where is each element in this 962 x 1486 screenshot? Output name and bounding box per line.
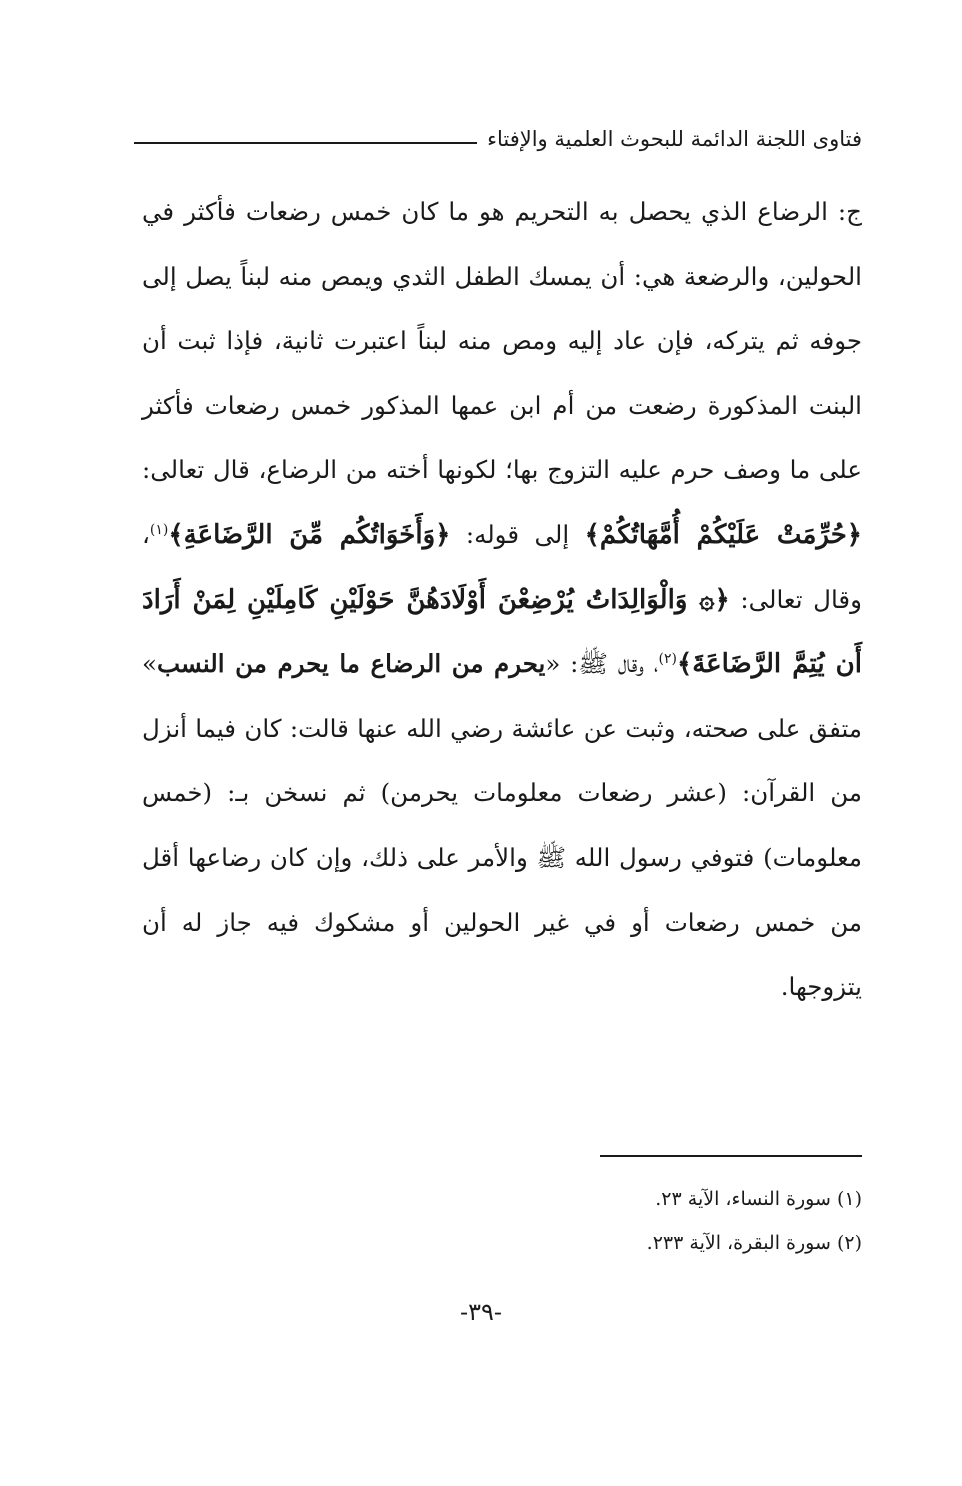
answer-text-3: ، وقال تعالى: (142, 519, 862, 614)
quran-verse-1: ﴿حُرِّمَتْ عَلَيْكُمْ أُمَّهَاتُكُمْ﴾ (584, 519, 863, 550)
running-header (134, 112, 862, 152)
answer-text-1: ج: الرضاع الذي يحصل به التحريم هو ما كان خمس رضعات فأكثر في الحولين، والرضعة هي: أن يمسك الطفل الثدي ويمص منه لبناً يصل إلى جوفه ثم يتركه، فإن عاد إليه ومص منه لبناً اعتبرت ثانية، فإذا ثبت أن البنت المذكورة رضعت من أم ابن عمها المذكور خمس رضعات فأكثر على ما وصف حرم عليه التزوج بها؛ لكونها أخته من الرضاع، قال تعالى: (142, 197, 862, 485)
header-title: فتاوى اللجنة الدائمة للبحوث العلمية والإفتاء (487, 127, 862, 151)
hadith-text: يحرم من الرضاع ما يحرم من النسب (157, 649, 546, 679)
fatwa-answer (142, 180, 862, 1020)
page-number: -٣٩- (460, 1298, 502, 1326)
footnote-2: (٢) سورة البقرة، الآية ٢٣٣. (646, 1232, 862, 1254)
footnote-ref-2: (٢) (658, 651, 677, 667)
footnote-ref-1: (١) (149, 521, 169, 538)
answer-paragraph (142, 180, 862, 1020)
header-rule (134, 142, 477, 144)
footnote-separator (600, 1155, 862, 1157)
answer-text-2: إلى قوله: (450, 519, 585, 549)
answer-text-4: ، وقال ﷺ: « (545, 649, 659, 679)
quran-verse-2: ﴿وَأَخَوَاتُكُم مِّنَ الرَّضَاعَةِ﴾ (168, 519, 451, 550)
footnotes (362, 1177, 862, 1265)
footnote-1: (١) سورة النساء، الآية ٢٣. (655, 1188, 862, 1210)
quran-verse-3: ﴿۞ وَالْوَالِدَاتُ يُرْضِعْنَ أَوْلَادَهُنَّ حَوْلَيْنِ كَامِلَيْنِ لِمَنْ أَرَادَ أَن يُتِمَّ الرَّضَاعَةَ﴾ (142, 584, 863, 680)
answer-text-5: » متفق على صحته، وثبت عن عائشة رضي الله عنها قالت: كان فيما أنزل من القرآن: (عشر رضعات معلومات يحرمن) ثم نسخن بـ: (خمس معلومات) فتوفي رسول الله ﷺ والأمر على ذلك، وإن كان رضاعها أقل من خمس رضعات أو في غير الحولين أو مشكوك فيه جاز له أن يتزوجها. (142, 649, 862, 1002)
